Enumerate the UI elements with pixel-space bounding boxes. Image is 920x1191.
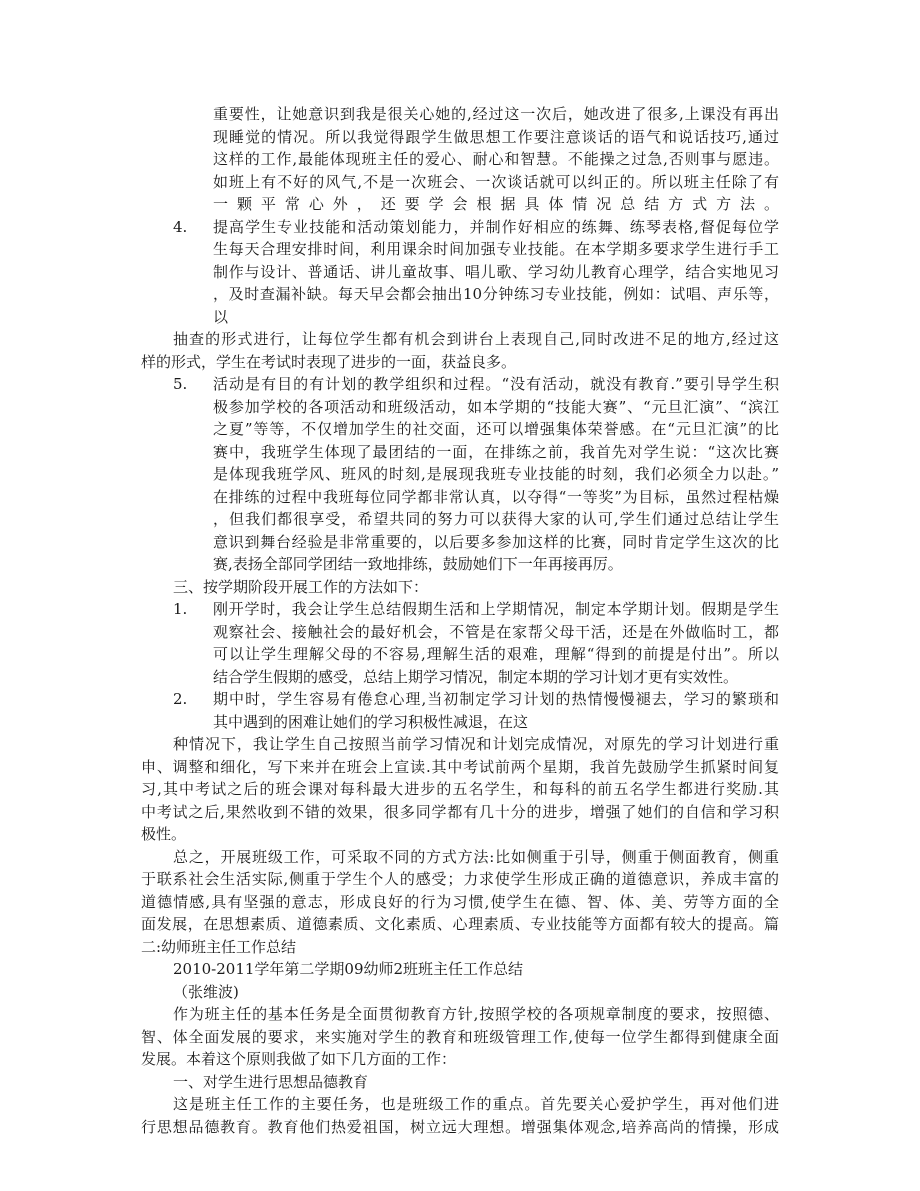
paragraph-line: 申、调整和细化，写下来并在班会上宣读.其中考试前两个星期，我首先鼓励学生抓紧时间复 (141, 757, 779, 776)
indented-line: 在排练的过程中我班每位同学都非常认真，以夺得“一等奖”为目标，虽然过程枯燥 (213, 487, 779, 506)
paragraph-line: 中考试之后,果然收到不错的效果，很多同学都有几十分的进步，增强了她们的自信和学习积 (141, 802, 779, 821)
paragraph-line: 极性。 (141, 825, 187, 843)
paragraph-first-line: 抽查的形式进行，让每位学生都有机会到讲台上表现自己,同时改进不足的地方,经过这 (173, 330, 779, 348)
paragraph-first-line: 作为班主任的基本任务是全面贯彻教育方针,按照学校的各项规章制度的要求，按照德、 (173, 1005, 779, 1023)
indented-line: 制作与设计、普通话、讲儿童故事、唱儿歌、学习幼儿教育心理学，结合实地见习 (213, 262, 779, 281)
list-number: 1. (173, 600, 188, 618)
list-item-line (173, 688, 779, 711)
indented-line: 意识到舞台经验是非常重要的，以后要多参加这样的比赛，同时肯定学生这次的比 (213, 532, 779, 551)
indented-line: 现睡觉的情况。所以我觉得跟学生做思想工作要注意谈话的语气和说话技巧,通过 (213, 127, 779, 146)
paragraph-line: 习,其中考试之后的班会课对每科最大进步的五名学生，和每科的前五名学生都进行奖励.其 (141, 780, 779, 798)
indented-line: ，及时查漏补缺。每天早会都会抽出10分钟练习专业技能，例如：试唱、声乐等， (213, 285, 779, 303)
paragraph-first-line: 2010-2011学年第二学期09幼师2班班主任工作总结 (173, 960, 524, 978)
list-number: 2. (173, 690, 188, 708)
paragraph-first-line: （张维波) (173, 982, 239, 1001)
paragraph-line: 智、体全面发展的要求，来实施对学生的教育和班级管理工作,使每一位学生都得到健康全面 (141, 1027, 779, 1046)
paragraph-line: 二:幼师班主任工作总结 (141, 937, 297, 956)
paragraph-first-line: 三、按学期阶段开展工作的方法如下： (173, 577, 429, 596)
indented-line: ，但我们都很享受，希望共同的努力可以获得大家的认可,学生们通过总结让学生 (213, 510, 779, 528)
list-item-line (173, 216, 779, 239)
paragraph-line: 行思想品德教育。教育他们热爱祖国，树立远大理想。增强集体观念,培养高尚的情操，形成 (141, 1117, 779, 1136)
indented-line: 这样的工作,最能体现班主任的爱心、耐心和智慧。不能操之过急,否则事与愿违。 (213, 150, 779, 168)
indented-line: 观察社会、接触社会的最好机会，不管是在家帮父母干活，还是在外做临时工，都 (213, 622, 779, 641)
paragraph-first-line: 总之，开展班级工作，可采取不同的方式方法:比如侧重于引导，侧重于侧面教育，侧重 (173, 847, 779, 866)
paragraph-first-line: 种情况下，我让学生自己按照当前学习情况和计划完成情况，对原先的学习计划进行重 (173, 735, 779, 753)
indented-line: 之夏”等等，不仅增加学生的社交面，还可以增强集体荣誉感。在“元旦汇演”的比 (213, 420, 779, 438)
paragraph-line: 发展。本着这个原则我做了如下几方面的工作： (141, 1050, 457, 1068)
indented-line: 重要性，让她意识到我是很关心她的,经过这一次后，她改进了很多,上课没有再出 (213, 105, 779, 123)
indented-line: 以 (213, 307, 229, 326)
indented-line: 极参加学校的各项活动和班级活动，如本学期的“技能大赛”、“元旦汇演”、“滨江 (213, 397, 779, 416)
indented-line: 结合学生假期的感受，总结上期学习情况，制定本期的学习计划才更有实效性。 (213, 667, 739, 686)
indented-line: 可以让学生理解父母的不容易,理解生活的艰难，理解“得到的前提是付出”。所以 (213, 645, 779, 663)
indented-line: 赛,表扬全部同学团结一致地排练，鼓励她们下一年再接再厉。 (213, 555, 623, 573)
list-text: 期中时，学生容易有倦怠心理,当初制定学习计划的热情慢慢褪去，学习的繁琐和 (213, 690, 779, 708)
list-text: 刚开学时，我会让学生总结假期生活和上学期情况，制定本学期计划。假期是学生 (213, 600, 779, 618)
paragraph-line: 于联系社会生活实际,侧重于学生个人的感受；力求使学生形成正确的道德意识，养成丰富的 (141, 870, 779, 888)
list-text: 活动是有目的有计划的教学组织和过程。“没有活动，就没有教育.”要引导学生积 (213, 375, 779, 393)
indented-line: 赛中，我班学生体现了最团结的一面，在排练之前，我首先对学生说：“这次比赛 (213, 442, 779, 461)
paragraph-line: 道德情感,具有坚强的意志，形成良好的行为习惯,使学生在德、智、体、美、劳等方面的全 (141, 892, 779, 911)
paragraph-first-line: 一、对学生进行思想品德教育 (173, 1072, 369, 1091)
list-item-line (173, 373, 779, 396)
paragraph-first-line: 这是班主任工作的主要任务，也是班级工作的重点。首先要关心爱护学生，再对他们进 (173, 1095, 779, 1113)
indented-line: 其中遇到的困难让她们的学习积极性减退，在这 (213, 712, 529, 731)
paragraph-line: 面发展，在思想素质、道德素质、文化素质、心理素质、专业技能等方面都有较大的提高。篇 (141, 915, 779, 933)
indented-line: 一颗平常心外，还要学会根据具体情况总结方式方法。 (213, 195, 779, 213)
paragraph-line: 样的形式，学生在考试时表现了进步的一面，获益良多。 (141, 352, 517, 371)
list-number: 5. (173, 375, 188, 393)
indented-line: 如班上有不好的风气,不是一次班会、一次谈话就可以纠正的。所以班主任除了有 (213, 172, 779, 191)
indented-line: 生每天合理安排时间，利用课余时间加强专业技能。在本学期多要求学生进行手工 (213, 240, 779, 258)
list-number: 4. (173, 217, 188, 236)
list-text: 提高学生专业技能和活动策划能力，并制作好相应的练舞、练琴表格,督促每位学 (213, 217, 779, 236)
list-item-line (173, 598, 779, 621)
document-body (141, 103, 779, 1138)
indented-line: 是体现我班学风、班风的时刻,是展现我班专业技能的时刻，我们必须全力以赴。” (213, 465, 779, 483)
